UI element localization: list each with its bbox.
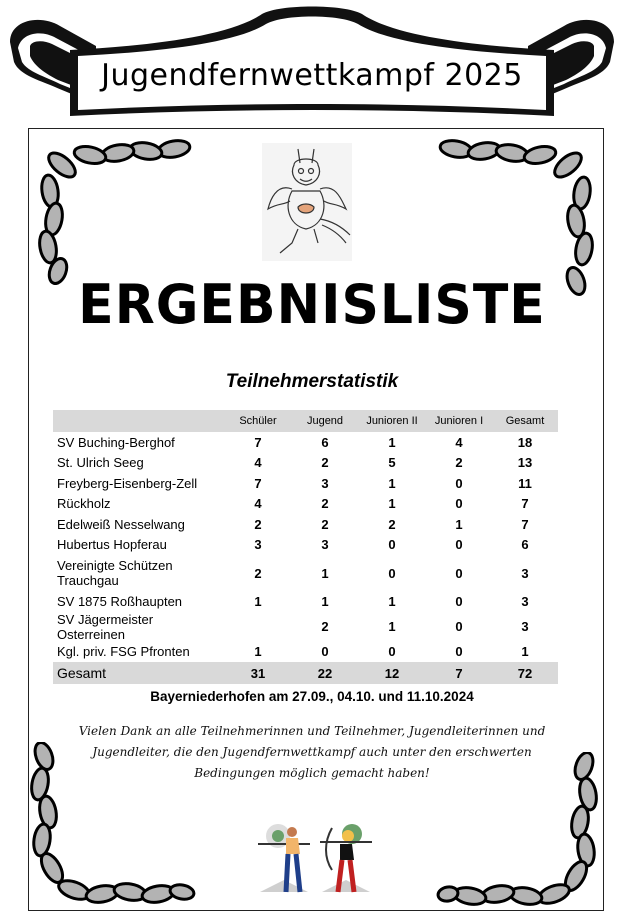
club-name: St. Ulrich Seeg [57,455,144,471]
value-cell: 1 [321,565,329,581]
value-cell: 0 [321,644,329,660]
value-cell: 4 [254,496,262,512]
column-header-club [53,410,224,432]
value-cell: 1 [388,434,396,450]
table-row [53,612,558,642]
value-cell: 7 [254,434,262,450]
value-cell: 1 [388,593,396,609]
value-cell: 2 [321,455,329,471]
column-header-jugend: Jugend [292,410,358,432]
value-cell: 2 [254,516,262,532]
value-cell: 0 [388,644,396,660]
value-cell: 1 [388,475,396,491]
value-cell: 7 [254,475,262,491]
page-title: ERGEBNISLISTE [78,273,546,337]
section-subtitle: Teilnehmerstatistik [225,371,399,392]
value-cell: 1 [521,644,529,660]
table-header-row [53,410,558,432]
club-name: SV Jägermeister Osterreinen [57,611,154,642]
table-row [53,555,558,591]
value-cell: 0 [388,537,396,553]
value-cell: 6 [321,434,329,450]
value-cell [224,612,292,642]
column-header-schueler: Schüler [224,410,292,432]
value-cell: 2 [254,565,262,581]
club-name: Freyberg-Eisenberg-Zell [57,475,198,491]
total-cell: 22 [292,662,358,684]
value-cell: 13 [517,455,533,471]
value-cell: 7 [521,516,529,532]
value-cell: 0 [455,593,463,609]
club-name: Edelweiß Nesselwang [57,516,185,532]
club-name: SV 1875 Roßhaupten [57,593,183,609]
total-cell: 72 [492,662,558,684]
value-cell: 2 [321,496,329,512]
value-cell: 4 [455,434,463,450]
total-label: Gesamt [53,662,224,684]
thanks-note: Vielen Dank an alle Teilnehmerinnen und Teilnehmer, Jugendleiterinnen und Jugendleiter, die den Jugendfernwettkampf auch unter den erschwerten Bedingungen möglich gemacht haben! [78,724,546,780]
laurel-vine-top-left [34,135,194,285]
value-cell: 5 [388,455,396,471]
results-table [53,410,558,684]
value-cell: 3 [254,537,262,553]
value-cell: 2 [321,619,329,634]
table-row [53,591,558,612]
value-cell: 3 [521,593,529,609]
value-cell: 2 [321,516,329,532]
club-name: Kgl. priv. FSG Pfronten [57,644,190,660]
value-cell: 0 [455,496,463,512]
value-cell: 3 [321,537,329,553]
value-cell: 0 [455,475,463,491]
value-cell: 1 [254,644,262,660]
value-cell: 18 [517,434,533,450]
total-cell: 12 [358,662,426,684]
column-header-junioren-i: Junioren I [426,410,492,432]
dragon-mascot-icon [262,143,352,261]
table-row [53,535,558,556]
value-cell: 1 [388,496,396,512]
value-cell: 7 [521,496,529,512]
value-cell: 3 [321,475,329,491]
value-cell: 2 [455,455,463,471]
table-row [53,473,558,494]
banner-title: Jugendfernwettkampf 2025 [101,58,523,93]
column-header-gesamt: Gesamt [492,410,558,432]
table-row [53,453,558,474]
total-cell: 31 [224,662,292,684]
value-cell: 3 [521,619,529,634]
table-row [53,494,558,515]
value-cell: 3 [521,565,529,581]
value-cell: 1 [388,619,396,634]
venue-dates: Bayerniederhofen am 27.09., 04.10. und 11.10.2024 [150,689,474,704]
table-row [53,432,558,453]
total-cell: 7 [426,662,492,684]
table-row [53,642,558,663]
club-name: Rückholz [57,496,111,512]
value-cell: 0 [455,644,463,660]
club-name: Hubertus Hopferau [57,537,167,553]
table-row [53,514,558,535]
value-cell: 0 [455,619,463,634]
value-cell: 1 [455,516,463,532]
club-name: SV Buching-Berghof [57,434,175,450]
value-cell: 2 [388,516,396,532]
value-cell: 0 [455,565,463,581]
column-header-junioren-ii: Junioren II [358,410,426,432]
value-cell: 4 [254,455,262,471]
value-cell: 1 [321,593,329,609]
club-name: Vereinigte Schützen Trauchgau [57,558,173,588]
archer-left-icon [256,818,312,896]
value-cell: 0 [388,565,396,581]
value-cell: 11 [518,475,532,491]
value-cell: 0 [455,537,463,553]
archer-right-icon [318,818,374,896]
total-row [53,662,558,684]
value-cell: 6 [521,537,529,553]
value-cell: 1 [254,593,262,609]
